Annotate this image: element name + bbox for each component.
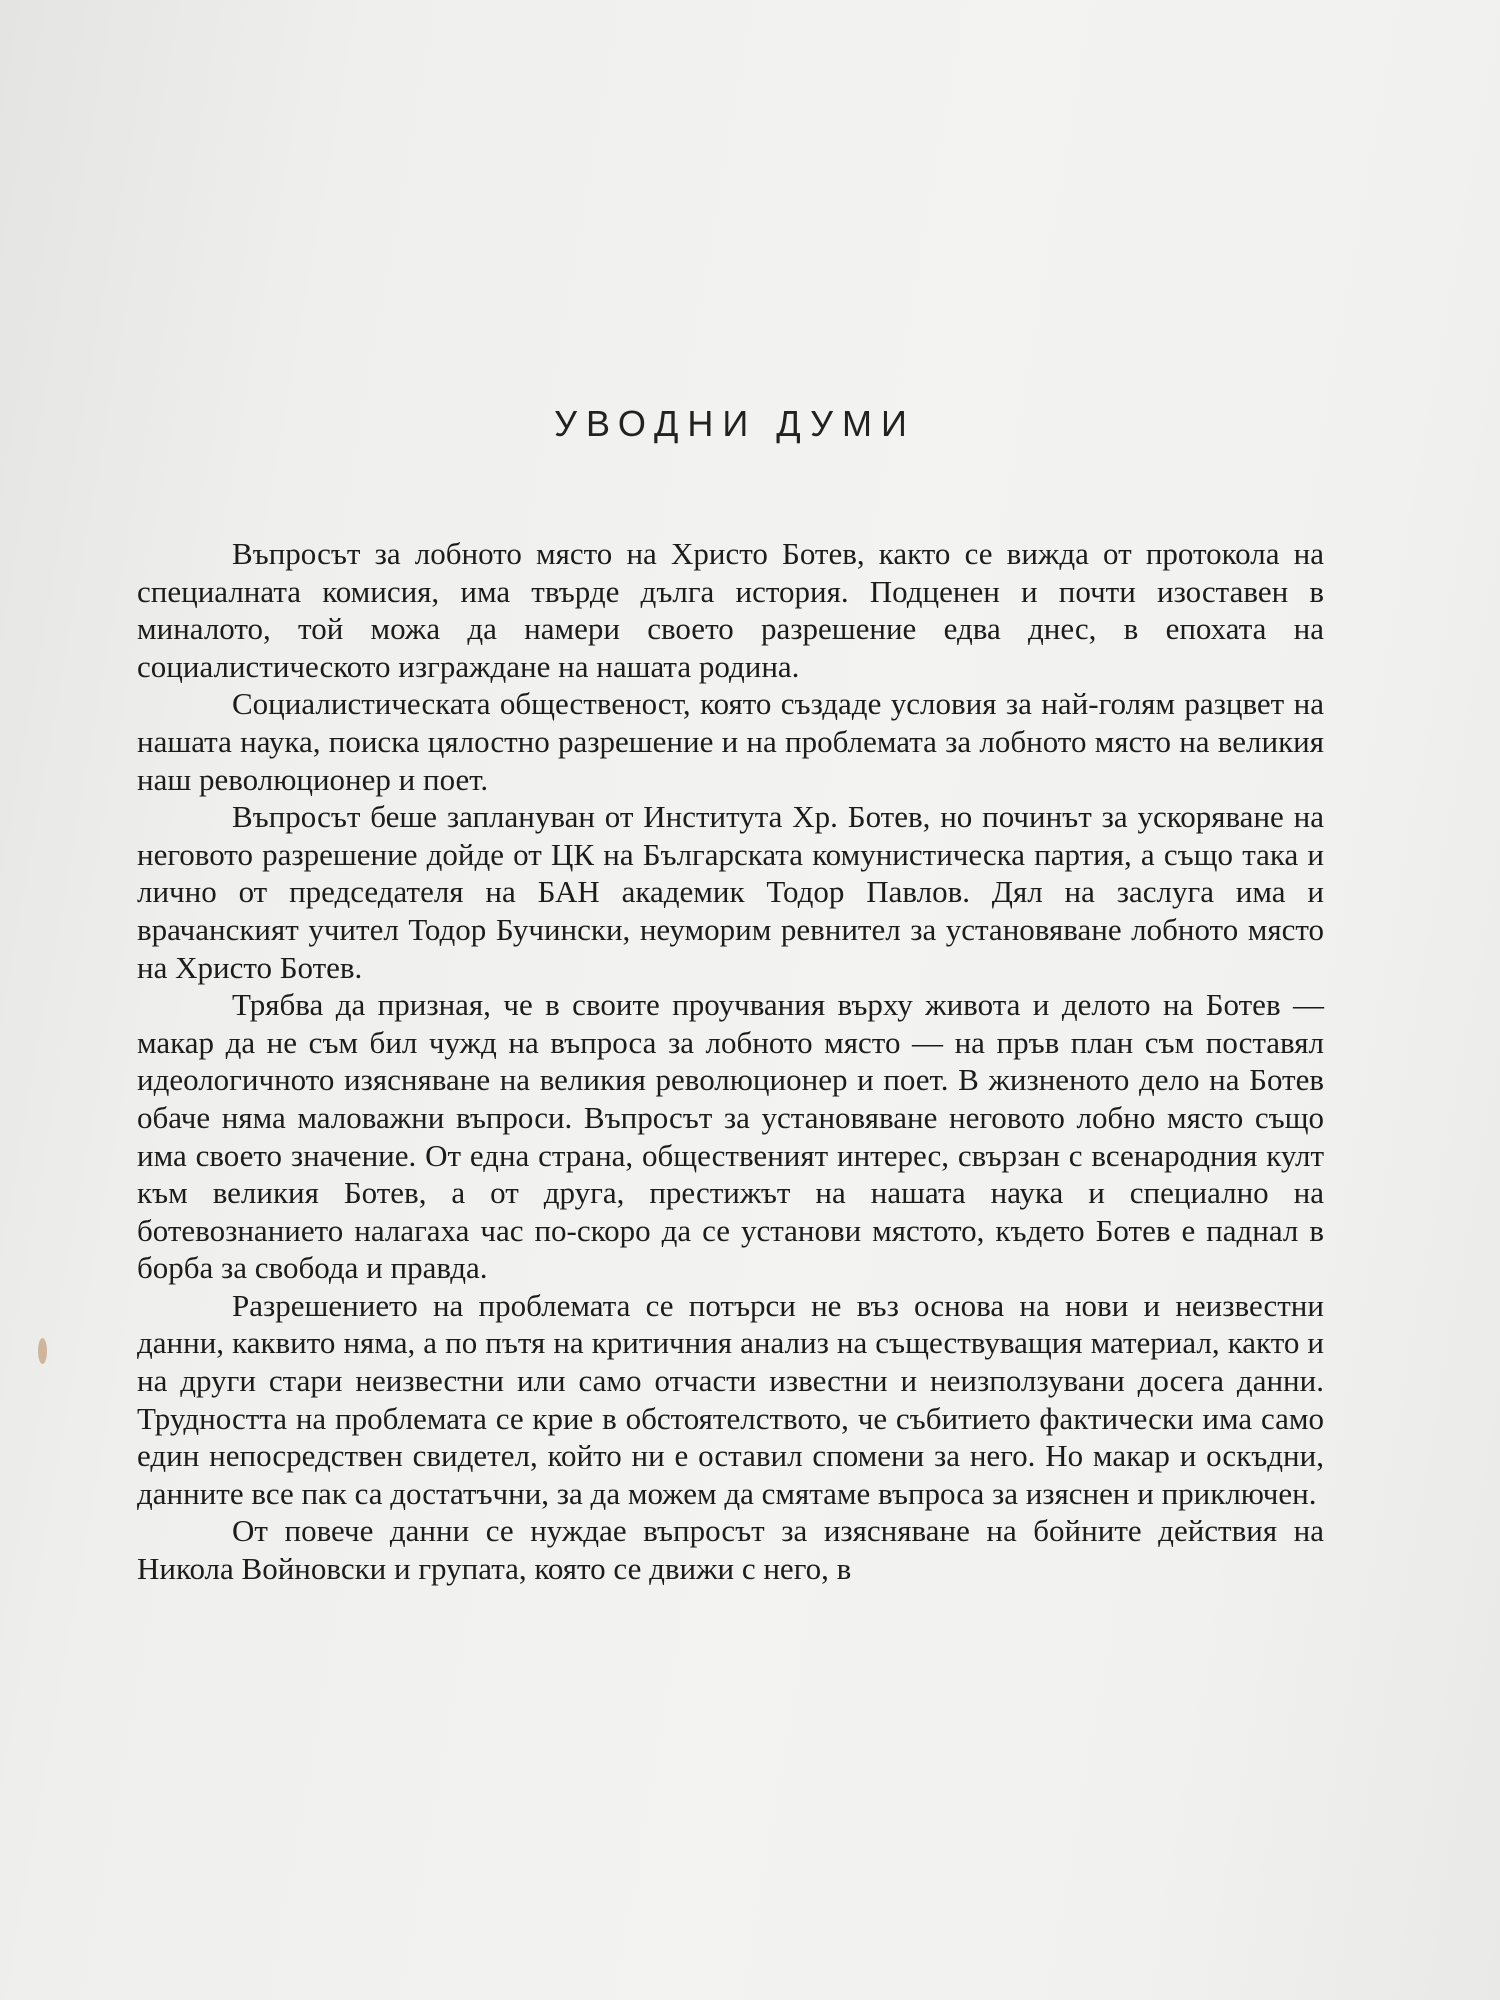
page-title: УВОДНИ ДУМИ xyxy=(554,403,916,444)
paragraph-2: Социалистическата общественост, която създаде условия за най-голям разцвет на нашата наука, поиска цялостно разрешение и на проблемата за лобното място на великия наш революционер и поет. xyxy=(137,686,1324,797)
paragraph-1: Въпросът за лобното място на Христо Ботев, както се вижда от протокола на специалната комисия, има твърде дълга история. Подценен и почти изоставен в миналото, той можа да намери своето разрешение едва днес, в епохата на социалистическото изграждане на нашата родина. xyxy=(137,536,1324,684)
paper-stain xyxy=(38,1338,47,1364)
paragraph-6: От повече данни се нуждае въпросът за изясняване на бойните действия на Никола Войновски и групата, която се движи с него, в xyxy=(137,1513,1324,1587)
paragraph-5: Разрешението на проблемата се потърси не въз основа на нови и неизвестни данни, каквито няма, а по пътя на критичния анализ на съществуващия материал, както и на други стари неизвестни или само отчасти известни и неизползувани досега данни. Трудността на проблемата се крие в обстоятелството, че събитието фактически има само един непосредствен свидетел, който ни е оставил спомени за него. Но макар и оскъдни, данните все пак са достатъчни, за да можем да смятаме въпроса за изяснен и приключен. xyxy=(137,1287,1324,1511)
body-text xyxy=(137,535,1324,1588)
paragraph-3: Въпросът беше заплануван от Института Хр. Ботев, но починът за ускоряване на неговото разрешение дойде от ЦК на Българската комунистическа партия, а също така и лично от председателя на БАН академик Тодор Павлов. Дял на заслуга има и врачанският учител Тодор Бучински, неуморим ревнител за установяване лобното място на Христо Ботев. xyxy=(137,799,1324,985)
paragraph-4: Трябва да призная, че в своите проучвания върху живота и делото на Ботев — макар да не съм бил чужд на въпроса за лобното място — на пръв план съм поставял идеологичното изясняване на великия революционер и поет. В жизненото дело на Ботев обаче няма маловажни въпроси. Въпросът за установяване неговото лобно място също има своето значение. От една страна, общественият интерес, свързан с всенародния култ към великия Ботев, а от друга, престижът на нашата наука и специално на ботевознанието налагаха час по-скоро да се установи мястото, където Ботев е паднал в борба за свобода и правда. xyxy=(137,987,1324,1286)
